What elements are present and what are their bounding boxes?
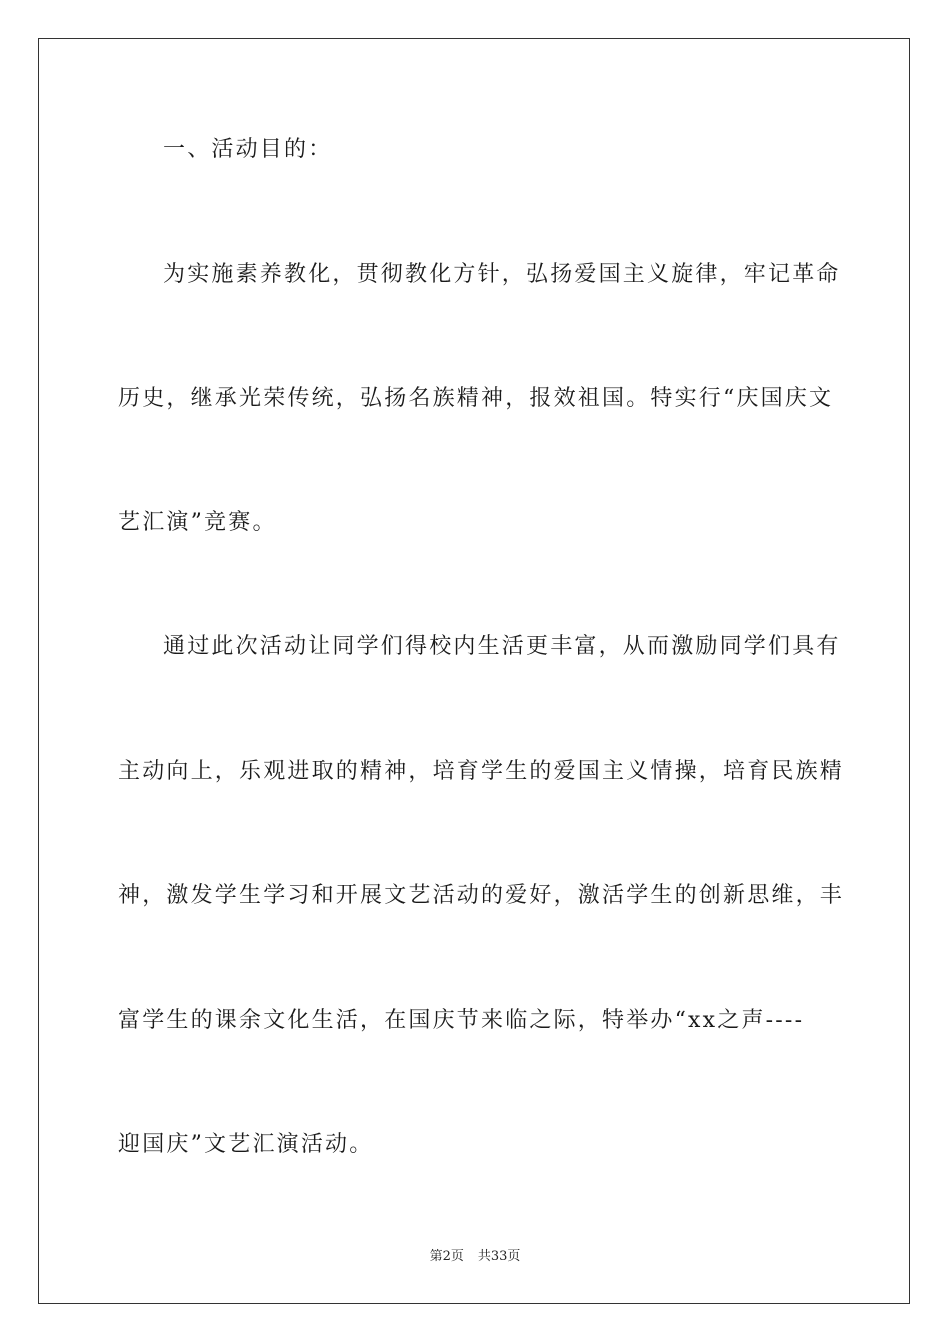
paragraph-2-line-2: 主动向上，乐观进取的精神，培育学生的爱国主义情操，培育民族精 — [118, 759, 845, 784]
paragraph-1-line-1: 为实施素养教化，贯彻教化方针，弘扬爱国主义旋律，牢记革命 — [163, 262, 841, 287]
paragraph-2-line-4: 富学生的课余文化生活，在国庆节来临之际，特举办“xx之声---- — [118, 1008, 805, 1033]
paragraph-2-line-3: 神，激发学生学习和开展文艺活动的爱好，激活学生的创新思维，丰 — [118, 883, 845, 908]
page-number: 第2页 — [429, 1249, 464, 1264]
page-total: 共33页 — [477, 1249, 521, 1264]
paragraph-1-line-3: 艺汇演”竞赛。 — [118, 510, 277, 535]
paragraph-2-line-5: 迎国庆”文艺汇演活动。 — [118, 1132, 374, 1157]
page-footer — [0, 1248, 950, 1266]
paragraph-2-line-1: 通过此次活动让同学们得校内生活更丰富，从而激励同学们具有 — [163, 634, 841, 659]
section-heading: 一、活动目的： — [163, 137, 333, 162]
page-border — [38, 38, 910, 1304]
paragraph-1-line-2: 历史，继承光荣传统，弘扬名族精神，报效祖国。特实行“庆国庆文 — [118, 386, 834, 411]
